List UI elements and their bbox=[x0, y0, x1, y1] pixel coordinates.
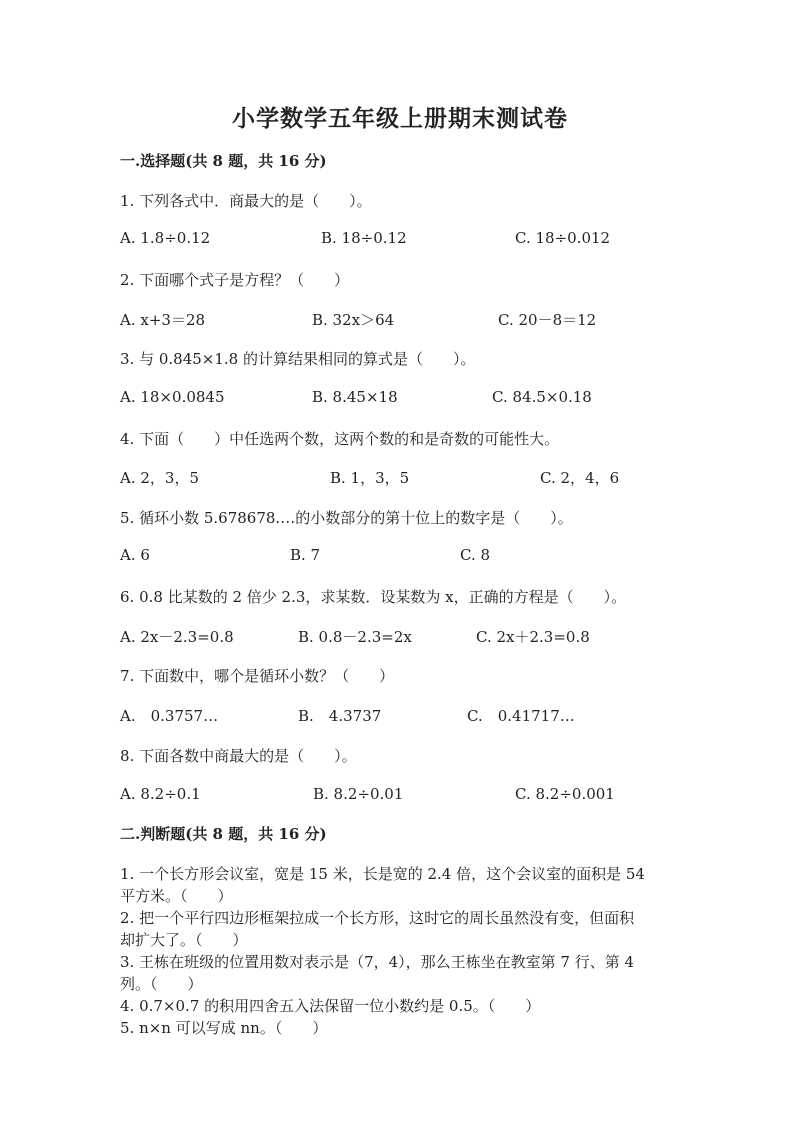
q8-option-b: B. 8.2÷0.01 bbox=[313, 785, 404, 803]
q2-option-b: B. 32x＞64 bbox=[312, 311, 395, 329]
q4-option-c: C. 2，4，6 bbox=[540, 469, 620, 487]
judgement-line: 4. 0.7×0.7 的积用四舍五入法保留一位小数约是 0.5。（ ） bbox=[120, 997, 541, 1015]
q5-option-a: A. 6 bbox=[120, 546, 150, 564]
section-heading-judgement: 二.判断题(共 8 题，共 16 分) bbox=[120, 825, 327, 843]
judgement-line: 2. 把一个平行四边形框架拉成一个长方形，这时它的周长虽然没有变，但面积 bbox=[120, 909, 635, 927]
q6-option-b: B. 0.8－2.3=2x bbox=[298, 628, 412, 646]
section-heading-choice: 一.选择题(共 8 题，共 16 分) bbox=[120, 152, 327, 170]
q3-option-b: B. 8.45×18 bbox=[312, 388, 398, 406]
q1-option-a: A. 1.8÷0.12 bbox=[120, 229, 211, 247]
q8-option-c: C. 8.2÷0.001 bbox=[515, 785, 615, 803]
judgement-line: 1. 一个长方形会议室，宽是 15 米，长是宽的 2.4 倍，这个会议室的面积是 54 bbox=[120, 865, 645, 883]
q5-option-b: B. 7 bbox=[290, 546, 321, 564]
question-2: 2. 下面哪个式子是方程？（ ） bbox=[120, 271, 350, 289]
q6-option-c: C. 2x＋2.3=0.8 bbox=[476, 628, 590, 646]
q5-option-c: C. 8 bbox=[460, 546, 491, 564]
question-8: 8. 下面各数中商最大的是（ ）。 bbox=[120, 747, 357, 765]
q7-option-b: B. 4.3737 bbox=[298, 707, 382, 725]
judgement-line: 平方米。（ ） bbox=[120, 887, 233, 905]
question-5: 5. 循环小数 5.678678.…的小数部分的第十位上的数字是（ ）。 bbox=[120, 509, 573, 527]
q1-option-c: C. 18÷0.012 bbox=[515, 229, 611, 247]
q6-option-a: A. 2x－2.3=0.8 bbox=[120, 628, 234, 646]
question-7: 7. 下面数中，哪个是循环小数？（ ） bbox=[120, 667, 395, 685]
q3-option-a: A. 18×0.0845 bbox=[120, 388, 225, 406]
q7-option-a: A. 0.3757… bbox=[120, 707, 219, 725]
judgement-line: 5. n×n 可以写成 nn。（ ） bbox=[120, 1019, 328, 1037]
q4-option-b: B. 1，3，5 bbox=[330, 469, 410, 487]
q2-option-a: A. x+3＝28 bbox=[120, 311, 206, 329]
q8-option-a: A. 8.2÷0.1 bbox=[120, 785, 201, 803]
question-1: 1. 下列各式中．商最大的是（ ）。 bbox=[120, 192, 372, 210]
q2-option-c: C. 20－8＝12 bbox=[498, 311, 597, 329]
page-title: 小学数学五年级上册期末测试卷 bbox=[232, 105, 568, 132]
judgement-line: 列。（ ） bbox=[120, 975, 203, 993]
q1-option-b: B. 18÷0.12 bbox=[321, 229, 407, 247]
q4-option-a: A. 2，3，5 bbox=[120, 469, 199, 487]
judgement-line: 却扩大了。（ ） bbox=[120, 931, 248, 949]
question-3: 3. 与 0.845×1.8 的计算结果相同的算式是（ ）。 bbox=[120, 350, 476, 368]
q3-option-c: C. 84.5×0.18 bbox=[492, 388, 592, 406]
question-4: 4. 下面（ ）中任选两个数，这两个数的和是奇数的可能性大。 bbox=[120, 430, 560, 448]
question-6: 6. 0.8 比某数的 2 倍少 2.3，求某数．设某数为 x，正确的方程是（ ）。 bbox=[120, 588, 627, 606]
judgement-line: 3. 王栋在班级的位置用数对表示是（7，4），那么王栋坐在教室第 7 行、第 4 bbox=[120, 953, 635, 971]
q7-option-c: C. 0.41717… bbox=[467, 707, 575, 725]
